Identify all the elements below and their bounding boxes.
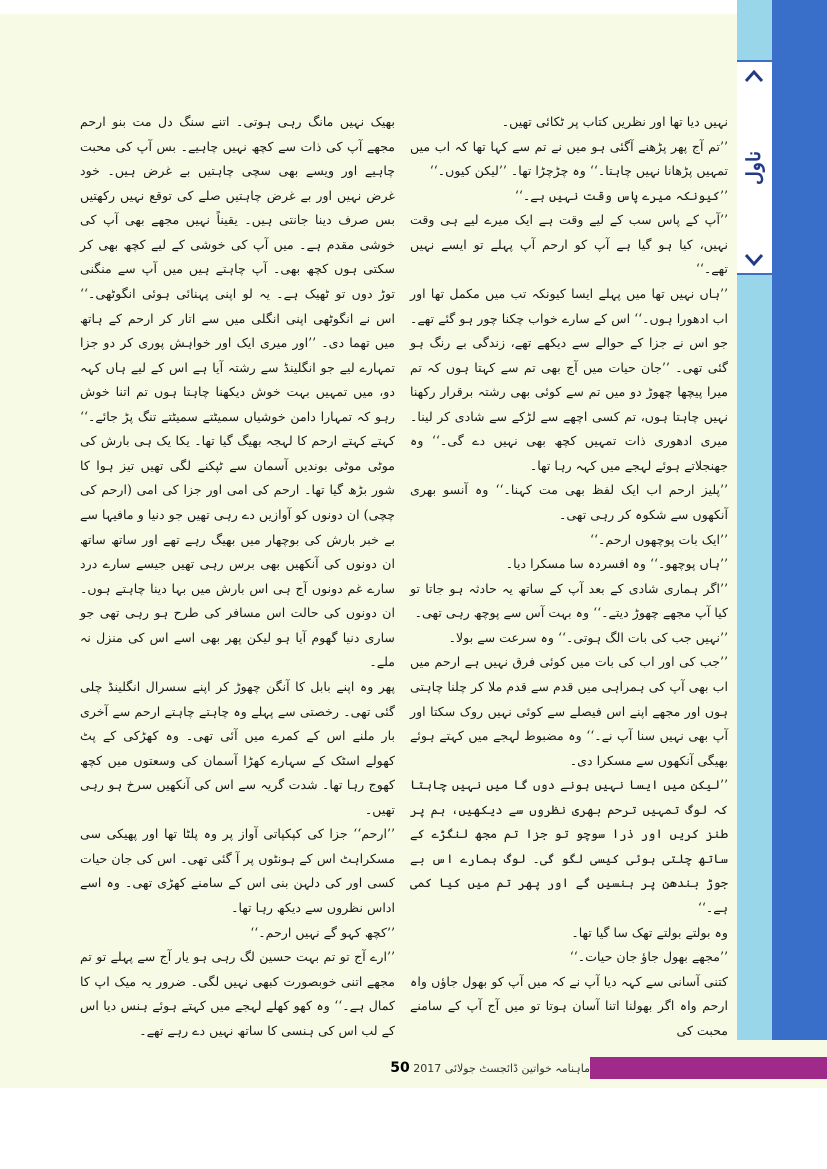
section-title: ناول bbox=[743, 150, 765, 186]
paragraph: ’’جب کی اور اب کی بات میں کوئی فرق نہیں ہے ارحم میں اب بھی آپ کی ہمراہی میں قدم سے قدم ملا کر چلنا چاہتی ہوں اور مجھے اپنے اس فیصلے سے کوئی نہیں روک سکتا اور آپ بھی نہیں سنا آپ نے۔‘‘ وہ مضبوط لہجے میں کہتے ہوئے بھیگی آنکھوں سے مسکرا دی۔ bbox=[410, 654, 728, 768]
paragraph: کتنی آسانی سے کہہ دیا آپ نے کہ میں آپ کو بھول جاؤں واہ ارحم واہ اگر بھولنا اتنا آسان ہوتا تو میں آج آپ کے سامنے محبت کی bbox=[410, 973, 728, 1038]
chevron-down-icon bbox=[743, 248, 765, 270]
paragraph: ’’ارحم‘‘ جزا کی کپکپاتی آواز پر وہ پلٹا تھا اور پھیکی سی مسکراہٹ اس کے ہونٹوں پر آ گئی تھی۔ اس کی جان حیات کسی اور کی دلہن بنی اس کے سامنے کھڑی تھی۔ وہ اسے اداس نظروں سے دیکھ رہا تھا۔ bbox=[80, 826, 395, 915]
page-number: 50 bbox=[390, 1060, 410, 1076]
text-column-left bbox=[80, 110, 395, 1043]
paragraph: ’’اگر ہماری شادی کے بعد آپ کے ساتھ یہ حادثہ ہو جاتا تو کیا آپ مجھے چھوڑ دیتے۔‘‘ وہ بہت آس سے پوچھ رہی تھی۔ bbox=[410, 580, 728, 621]
paragraph: ’’لیکن میں ایسا نہیں ہونے دوں گا میں نہیں چاہتا کہ لوگ تمہیں ترحم بھری نظروں سے دیکھیں، ہم پر طنز کریں اور ذرا سوچو تو جزا تم مجھ لنگڑے کے ساتھ چلتی ہوئی کیسی لگو گی۔ لوگ ہمارے اس بے جوڑ بندھن پر ہنسیں گے اور پھر تم میں کیا کمی ہے۔‘‘ bbox=[410, 777, 728, 915]
top-margin bbox=[0, 0, 827, 14]
footer-month: جولائی bbox=[444, 1062, 476, 1075]
paragraph: ’’آپ کے پاس سب کے لیے وقت ہے ایک میرے لیے ہی وقت نہیں، کیا ہو گیا ہے آپ کو ارحم آپ پہلے تو ایسے نہیں تھے۔‘‘ bbox=[410, 212, 728, 277]
footer-accent-bar bbox=[590, 1057, 827, 1079]
paragraph: ’’کیونکہ میرے پاس وقت نہیں ہے۔‘‘ bbox=[514, 187, 728, 203]
paragraph: ’’ایک بات پوچھوں ارحم۔‘‘ bbox=[590, 531, 728, 547]
paragraph: ’’مجھے بھول جاؤ جان حیات۔‘‘ bbox=[569, 949, 728, 965]
side-tab-dark-stripe bbox=[772, 0, 827, 1040]
page-footer bbox=[390, 1057, 590, 1079]
text-column-right bbox=[410, 110, 728, 1043]
paragraph: نہیں دیا تھا اور نظریں کتاب پر ٹکائی تھیں۔ bbox=[501, 114, 728, 129]
chevron-up-icon bbox=[743, 66, 765, 88]
paragraph: ’’کچھ کہو گے نہیں ارحم۔‘‘ bbox=[250, 924, 395, 940]
paragraph: ’’پلیز ارحم اب ایک لفظ بھی مت کہنا۔‘‘ وہ آنسو بھری آنکھوں سے شکوہ کر رہی تھی۔ bbox=[410, 482, 728, 522]
footer-year: 2017 bbox=[413, 1062, 442, 1075]
paragraph: ’’نہیں جب کی بات الگ ہوتی۔‘‘ وہ سرعت سے بولا۔ bbox=[448, 629, 728, 645]
paragraph: وہ بولتے بولتے تھک سا گیا تھا۔ bbox=[571, 924, 728, 940]
section-bookmark bbox=[737, 60, 772, 275]
paragraph: ’’ہاں نہیں تھا میں پہلے ایسا کیونکہ تب میں مکمل تھا اور اب ادھورا ہوں۔‘‘ اس کے سارے خواب چکنا چور ہو گئے تھے۔ جو اس نے جزا کے حوالے سے دیکھے تھے، زندگی بے رنگ ہو گئی تھی۔ ’’جان حیات میں آج بھی تم سے کہتا ہوں کہ تم میرا پیچھا چھوڑ دو میں تم سے کوئی بھی رشتہ برقرار رکھنا نہیں چاہتا ہوں، تم کسی اچھے سے لڑکے سے شادی کر لینا۔ میری ادھوری ذات تمہیں کچھ بھی نہیں دے گی۔‘‘ وہ جھنجلاتے ہوئے لہجے میں کہہ رہا تھا۔ bbox=[410, 285, 728, 473]
paragraph: ’’تم آج پھر پڑھنے آگئی ہو میں نے تم سے کہا تھا کہ اب میں تمہیں پڑھانا نہیں چاہتا۔‘‘ وہ چڑچڑا تھا۔ ’’لیکن کیوں۔‘‘ bbox=[410, 138, 728, 179]
paragraph: ’’ارے آج تو تم بہت حسین لگ رہی ہو یار آج سے پہلے تو تم مجھے اتنی خوبصورت کبھی نہیں لگی۔ ضرور یہ میک اپ کا کمال ہے۔‘‘ وہ کھو کھلے لہجے میں کہتے ہوئے ہنس دیا اس کے لب اس کی ہنسی کا ساتھ نہیں دے رہے تھے۔ bbox=[80, 949, 395, 1038]
footer-magazine: ماہنامہ خواتین ڈائجسٹ bbox=[479, 1062, 590, 1075]
paragraph: ’’ہاں پوچھو۔‘‘ وہ افسردہ سا مسکرا دیا۔ bbox=[505, 556, 728, 572]
paragraph: پھر وہ اپنے بابل کا آنگن چھوڑ کر اپنے سسرال انگلینڈ چلی گئی تھی۔ رخصتی سے پہلے وہ چاہتے چاہتے ارحم سے آخری بار ملنے اس کے کمرے میں آئی تھی۔ وہ کھڑکی کے پٹ کھولے اسٹک کے سہارے کھڑا آسمان کی وسعتوں میں کچھ کھوج رہا تھا۔ شدت گریہ سے اس کی آنکھیں سرخ ہو رہی تھیں۔ bbox=[80, 678, 395, 817]
paragraph: بھیک نہیں مانگ رہی ہوتی۔ اتنے سنگ دل مت بنو ارحم مجھے آپ کی ذات سے کچھ نہیں چاہیے۔ بس آپ کی محبت چاہیے اور ویسے بھی سچی چاہتیں بے غرض ہیں۔ خود غرض نہیں اور بے غرض چاہتیں صلے کی توقع نہیں رکھتیں بس صرف دینا جانتی ہیں۔ یقیناً نہیں مجھے بھی آپ کی خوشی مقدم ہے۔ میں آپ کی خوشی کے لیے کچھ بھی کر سکتی ہوں کچھ بھی۔ آپ چاہتے ہیں میں آپ سے منگنی توڑ دوں تو ٹھیک ہے۔ یہ لو اپنی پہنائی ہوئی انگوٹھی۔‘‘ اس نے انگوٹھی اپنی انگلی میں سے اتار کر ارحم کے ہاتھ میں تھما دی۔ ’’اور میری ایک اور خواہش پوری کر دو جزا تمہارے لیے جو انگلینڈ سے رشتہ آیا ہے اس کے لیے ہاں کہہ دو، میں تمہیں بہت خوش دیکھنا چاہتا ہوں تم اتنا خوش رہو کہ تمہارا دامن خوشیاں سمیٹتے سمیٹتے تنگ پڑ جائے۔‘‘ کہتے کہتے ارحم کا لہجہ بھیگ گیا تھا۔ یکا یک ہی بارش کی موٹی موٹی بوندیں آسمان سے ٹپکنے لگی تھیں تیز ہوا کا شور بڑھ گیا تھا۔ ارحم کی امی اور جزا کی امی (ارحم کی چچی) ان دونوں کو آوازیں دے رہی تھیں جو دنیا و مافیہا سے بے خبر بارش کی بوچھار میں بھیگ رہے تھے اور ساتھ ساتھ ان دونوں کی آنکھیں بھی برس رہی تھیں جیسے سارے درد سارے غم دونوں آج ہی اس بارش میں بہا دینا چاہتے ہوں۔ ان دونوں کی حالت اس مسافر کی طرح ہو رہی تھی جو ساری دنیا گھوم آیا ہو لیکن پھر بھی اسے اس کی منزل نہ ملے۔ bbox=[80, 114, 395, 670]
bottom-margin bbox=[0, 1088, 827, 1169]
